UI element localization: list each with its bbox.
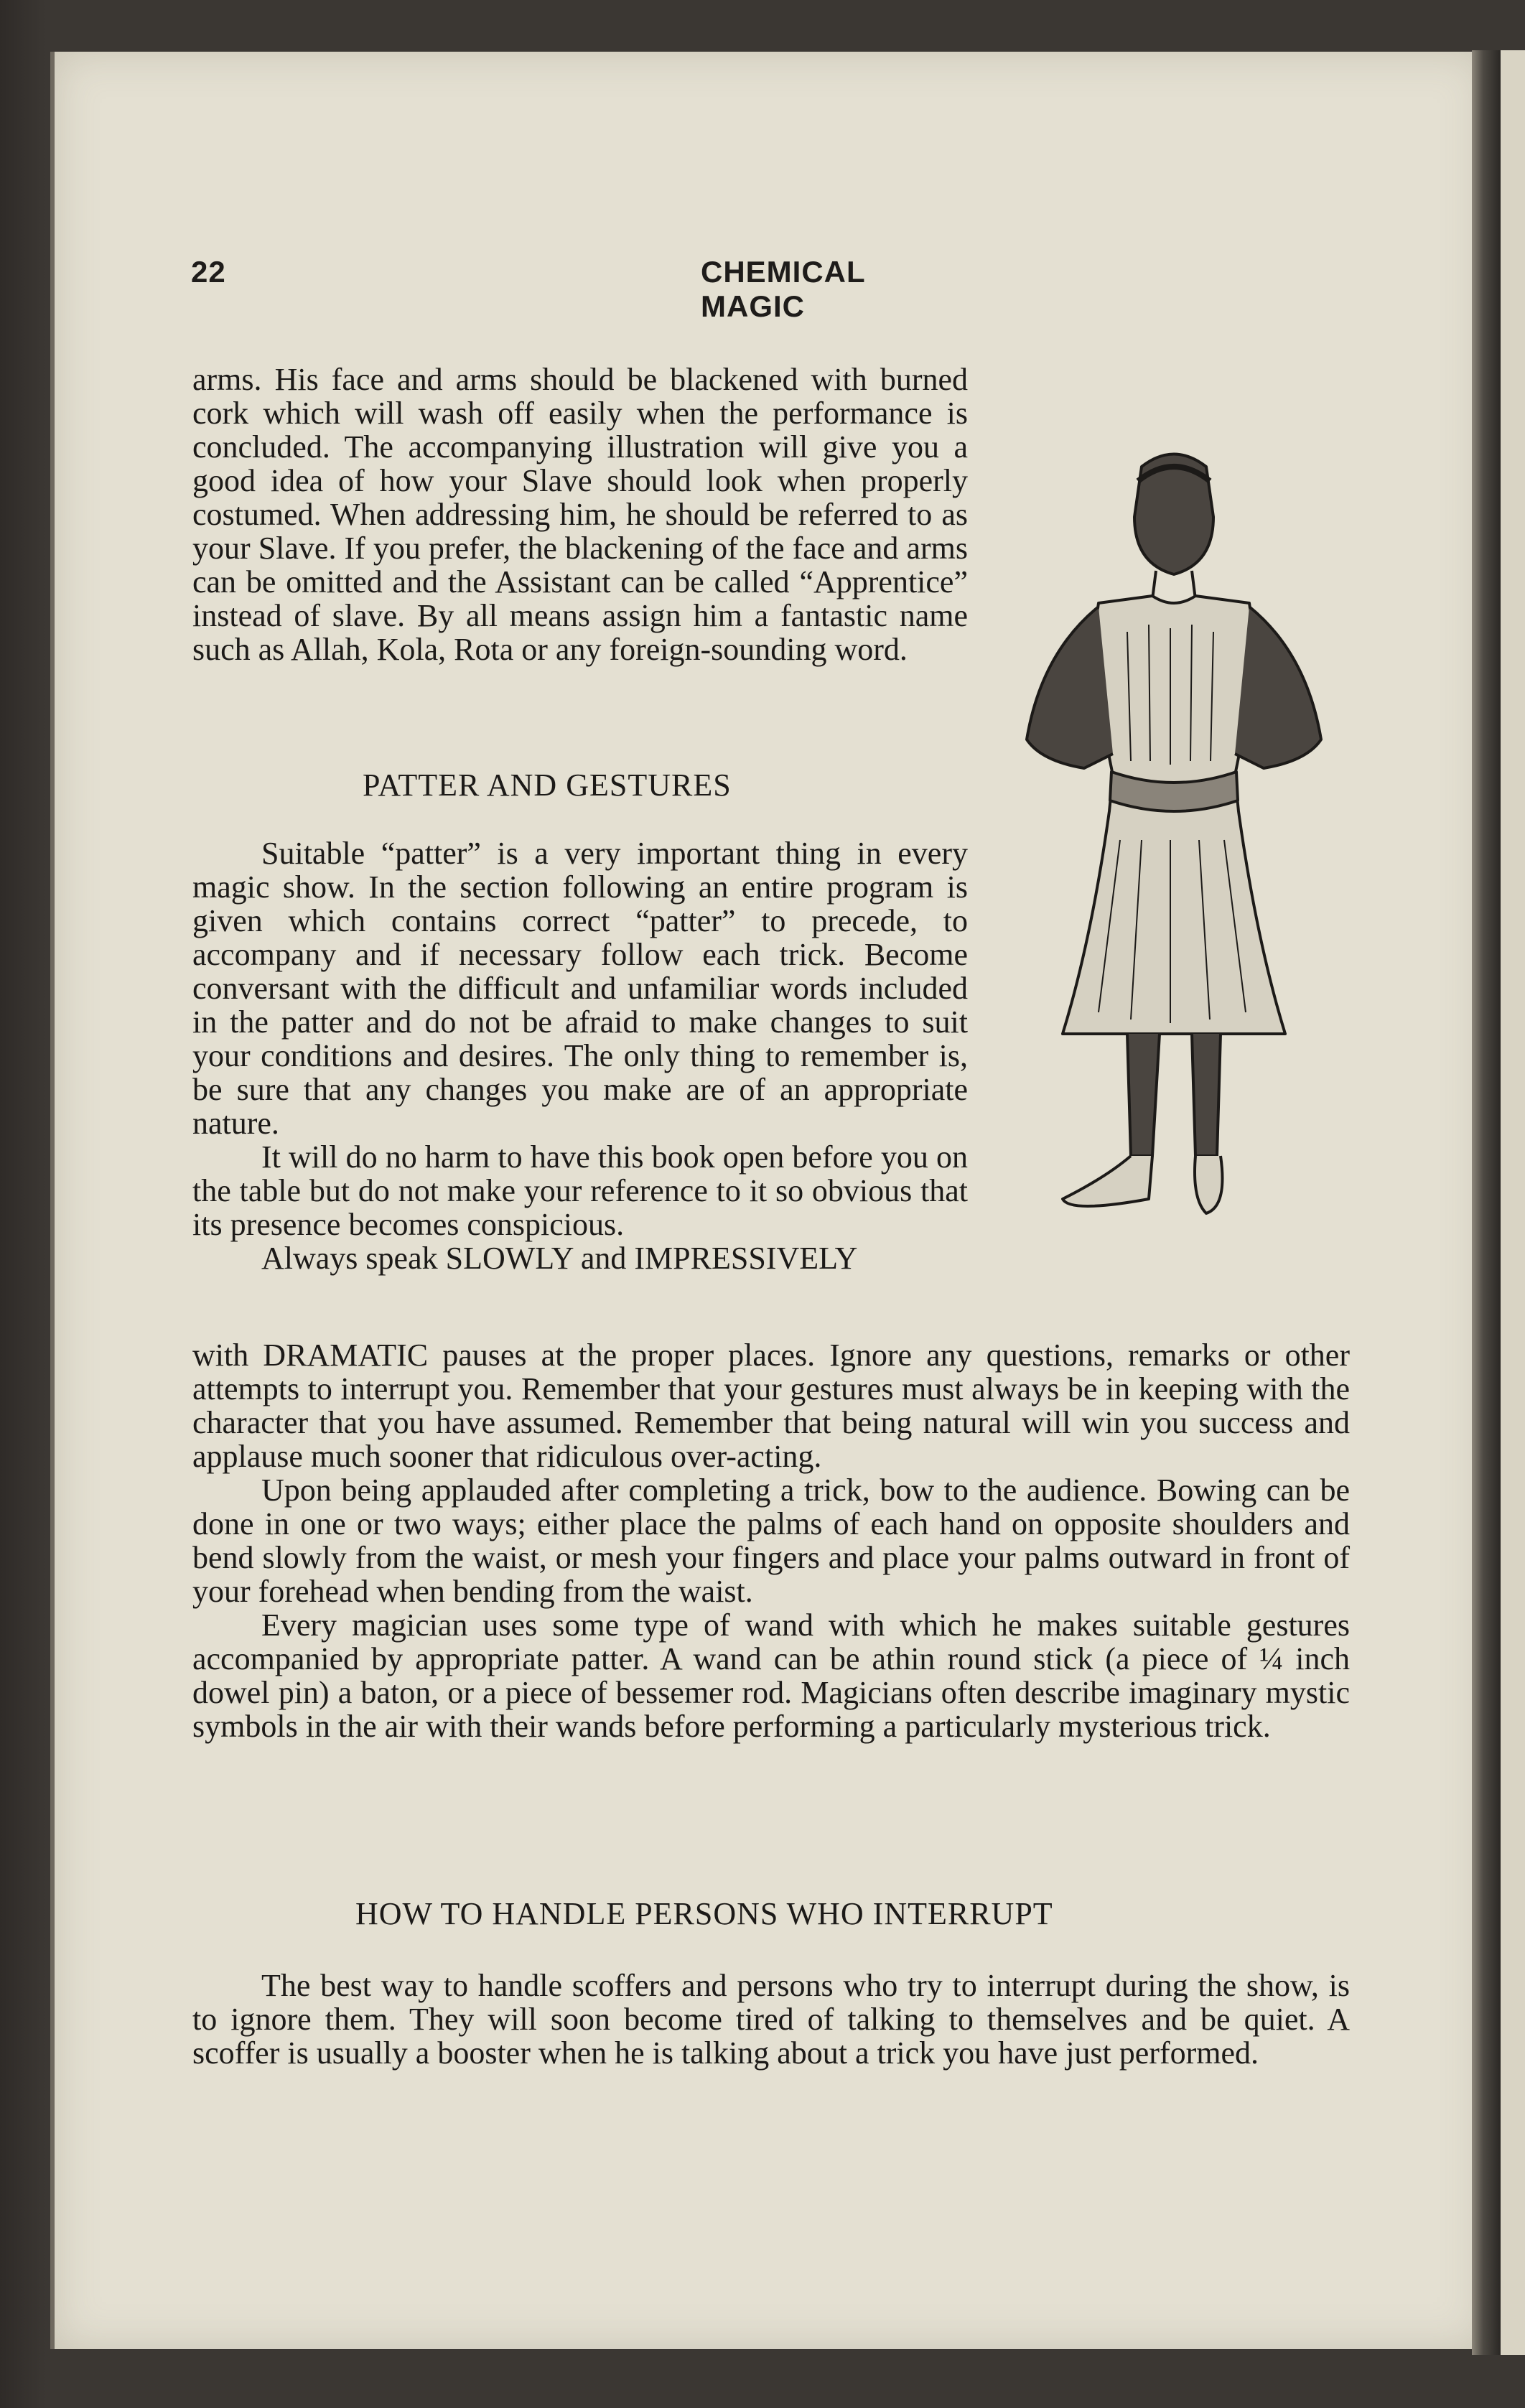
patter-paragraph-3-lead: Always speak SLOWLY and IMPRESSIVELY bbox=[261, 1241, 858, 1276]
page-number: 22 bbox=[191, 255, 226, 289]
slave-costume-illustration bbox=[998, 438, 1350, 1292]
intro-paragraph-block bbox=[192, 363, 968, 666]
patter-paragraph-2: It will do no harm to have this book open before you on the table but do not make your reference to it so obvious that its presence becomes conspicious. bbox=[192, 1139, 968, 1242]
interrupt-paragraph-block bbox=[192, 1969, 1350, 2070]
patter-paragraph-4: Upon being applauded after completing a trick, bow to the audience. Bowing can be done in one or two ways; either place the palms of each hand on opposite shoulders and bend slowly from the waist, or mesh your fingers and place your palms outward in front of your forehead when bending from the waist. bbox=[192, 1473, 1350, 1609]
running-head bbox=[141, 255, 931, 323]
section-heading-patter: PATTER AND GESTURES bbox=[363, 767, 732, 803]
costumed-assistant-figure bbox=[998, 438, 1350, 1292]
patter-paragraph-block bbox=[192, 836, 968, 1275]
facing-page-edge bbox=[1501, 50, 1525, 2355]
patter-paragraph-5: Every magician uses some type of wand with which he makes suitable gestures accompanied by appropriate patter. A wand can be athin round stick (a piece of ¼ inch dowel pin) a baton, or a piece of bessemer rod. Magicians often describe imaginary mystic symbols in the air with their wands before performing a particularly mysterious trick. bbox=[192, 1607, 1350, 1744]
book-gutter bbox=[1472, 50, 1501, 2355]
patter-wide-block bbox=[192, 1338, 1350, 1743]
book-title: CHEMICAL MAGIC bbox=[701, 255, 865, 323]
intro-paragraph: arms. His face and arms should be blackened with burned cork which will wash off easily when the performance is concluded. The accompanying illustration will give you a good idea of how your Slave should look when properly costumed. When addressing him, he should be referred to as your Slave. If you prefer, the blackening of the face and arms can be omitted and the Assistant can be called “Apprentice” instead of slave. By all means assign him a fantastic name such as Allah, Kola, Rota or any foreign-sounding word. bbox=[192, 362, 968, 667]
section-heading-interrupt: HOW TO HANDLE PERSONS WHO INTERRUPT bbox=[355, 1896, 1053, 1931]
interrupt-paragraph-1: The best way to handle scoffers and persons who try to interrupt during the show, is to ignore them. They will soon become tired of talking to themselves and be quiet. A scoffer is usually a booster when he is talking about a trick you have just performed. bbox=[192, 1968, 1350, 2071]
patter-paragraph-3-rest: with DRAMATIC pauses at the proper places. Ignore any questions, remarks or other attempts to interrupt you. Remember that your gestures must always be in keeping with the character that you have assumed. Remember that being natural will win you success and applause much sooner that ridiculous over-acting. bbox=[192, 1338, 1350, 1474]
patter-paragraph-1: Suitable “patter” is a very important thing in every magic show. In the section following an entire program is given which contains correct “patter” to precede, to accompany and if necessary follow each trick. Become conversant with the difficult and unfamiliar words included in the patter and do not be afraid to make changes to suit your conditions and desires. The only thing to remember is, be sure that any changes you make are of an appropriate nature. bbox=[192, 836, 968, 1141]
